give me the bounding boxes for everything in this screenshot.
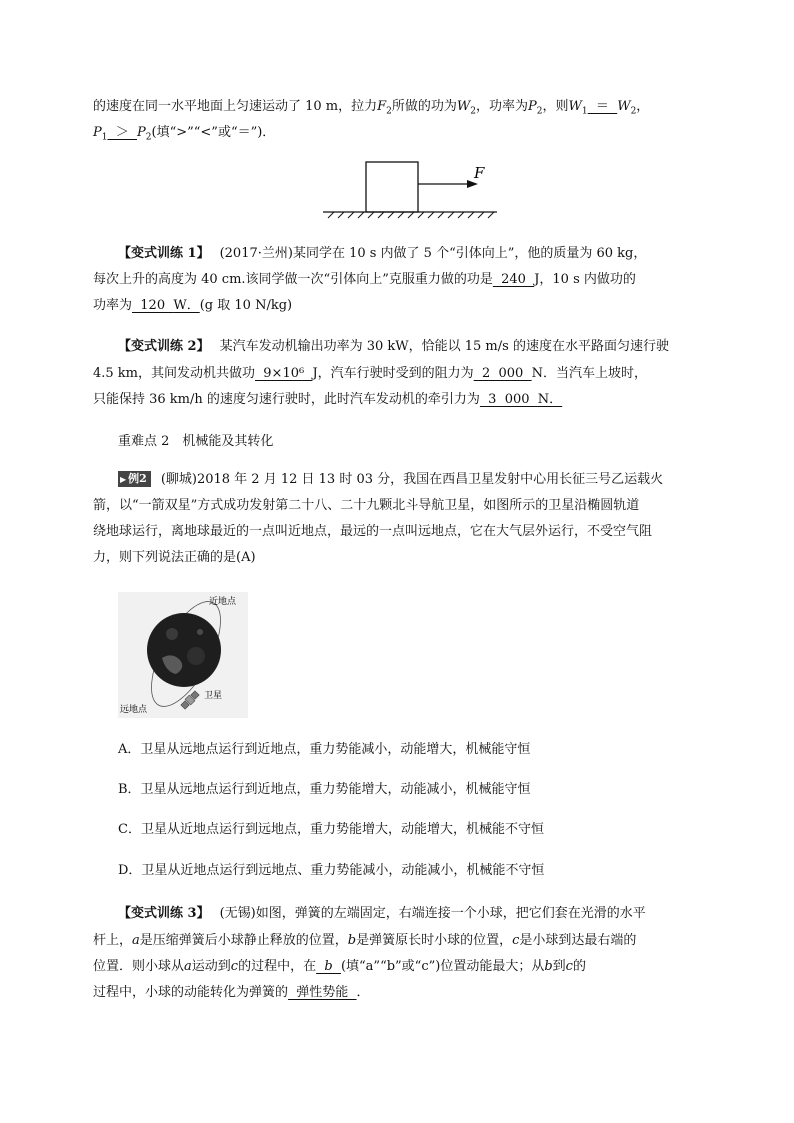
- apogee-label: 远地点: [120, 705, 148, 715]
- perigee-label: 近地点: [208, 597, 236, 607]
- t3-line-4: 过程中，小球的动能转化为弹簧的 弹性势能 ．: [93, 985, 370, 1000]
- t1-line-3: 功率为 120 W．(g 取 10 N/kg): [93, 298, 293, 313]
- t2-line-1: 【变式训练 2】 某汽车发动机输出功率为 30 kW，恰能以 15 m/s 的速度在水平路面匀速行驶: [118, 339, 669, 354]
- answer-blank: 弹性势能: [288, 985, 357, 1000]
- block-force-figure: [320, 158, 500, 220]
- answer-blank: 2 000: [473, 366, 532, 381]
- t2-line-3: 只能保持 36 km/h 的速度匀速行驶时，此时汽车发动机的牵引力为 3 000 N．: [93, 392, 563, 407]
- answer-blank: 9×10⁶: [255, 366, 313, 381]
- section-heading: 重难点 2 机械能及其转化: [118, 434, 274, 449]
- ex2-line-3: 绕地球运行，离地球最近的一点叫近地点，最远的一点叫远地点，它在大气层外运行，不受空气阻: [93, 524, 653, 539]
- satellite-label: 卫星: [204, 691, 223, 701]
- option-d: D．卫星从近地点运行到远地点、重力势能减小，动能减小，机械能不守恒: [118, 863, 545, 878]
- t2-tag: 【变式训练 2】: [118, 339, 210, 354]
- satellite-orbit-figure: [118, 592, 248, 718]
- option-a: A．卫星从远地点运行到近地点，重力势能减小，动能增大，机械能守恒: [118, 742, 531, 757]
- t1-tag: 【变式训练 1】: [118, 246, 210, 261]
- example-badge: ▶ 例2: [118, 471, 151, 487]
- force-label: F: [474, 164, 485, 182]
- ex2-line-1: ▶ 例2 (聊城)2018 年 2 月 12 日 13 时 03 分，我国在西昌卫星发射中心用长征三号乙运载火: [120, 472, 664, 487]
- block: [366, 162, 418, 212]
- t1-line-2: 每次上升的高度为 40 cm.该同学做一次“引体向上”克服重力做的功是 240 J，10 s 内做功的: [93, 272, 636, 287]
- ex2-line-4: 力，则下列说法正确的是(A): [93, 550, 256, 565]
- answer-blank: ＞: [107, 125, 138, 140]
- t3-tag: 【变式训练 3】: [118, 906, 210, 921]
- option-b: B．卫星从远地点运行到近地点，重力势能增大，动能减小，机械能守恒: [118, 782, 531, 797]
- t2-line-2: 4.5 km，其间发动机共做功 9×10⁶ J，汽车行驶时受到的阻力为 2 000 N．当汽车上坡时，: [93, 366, 647, 381]
- option-c: C．卫星从近地点运行到远地点，重力势能增大，动能增大，机械能不守恒: [118, 822, 544, 837]
- t3-line-1: 【变式训练 3】 (无锡)如图，弹簧的左端固定，右端连接一个小球，把它们套在光滑的水平: [118, 906, 646, 921]
- para-line-2: $P_1 > P_2$(填“>”“<”或“＝”)．: [93, 125, 276, 143]
- play-icon: ▶: [120, 475, 127, 484]
- t3-line-3: 位置．则小球从a运动到c的过程中，在 b (填“a”“b”或“c”)位置动能最大；从b到c的: [93, 959, 586, 974]
- answer-blank: 120: [132, 298, 174, 313]
- answer-blank: b: [316, 959, 341, 974]
- earth: [147, 613, 221, 687]
- ground-hatch: [328, 212, 494, 218]
- answer-blank: ＝: [587, 99, 618, 114]
- answer-blank: 240: [492, 272, 535, 287]
- t1-line-1: 【变式训练 1】 (2017·兰州)某同学在 10 s 内做了 5 个“引体向上”，他的质量为 60 kg，: [118, 246, 647, 261]
- answer-blank: 3 000: [479, 392, 538, 407]
- para-line-1: 的速度在同一水平地面上匀速运动了 10 m，拉力$F_2$所做的功为$W_2$，功率为$P_2$，则$W_1 = W_2$，: [93, 99, 650, 117]
- t3-line-2: 杆上，a是压缩弹簧后小球静止释放的位置，b是弹簧原长时小球的位置，c是小球到达最右端的: [93, 933, 637, 948]
- ex2-line-2: 箭，以“一箭双星”方式成功发射第二十八、二十九颗北斗导航卫星，如图所示的卫星沿椭圆轨道: [93, 498, 640, 513]
